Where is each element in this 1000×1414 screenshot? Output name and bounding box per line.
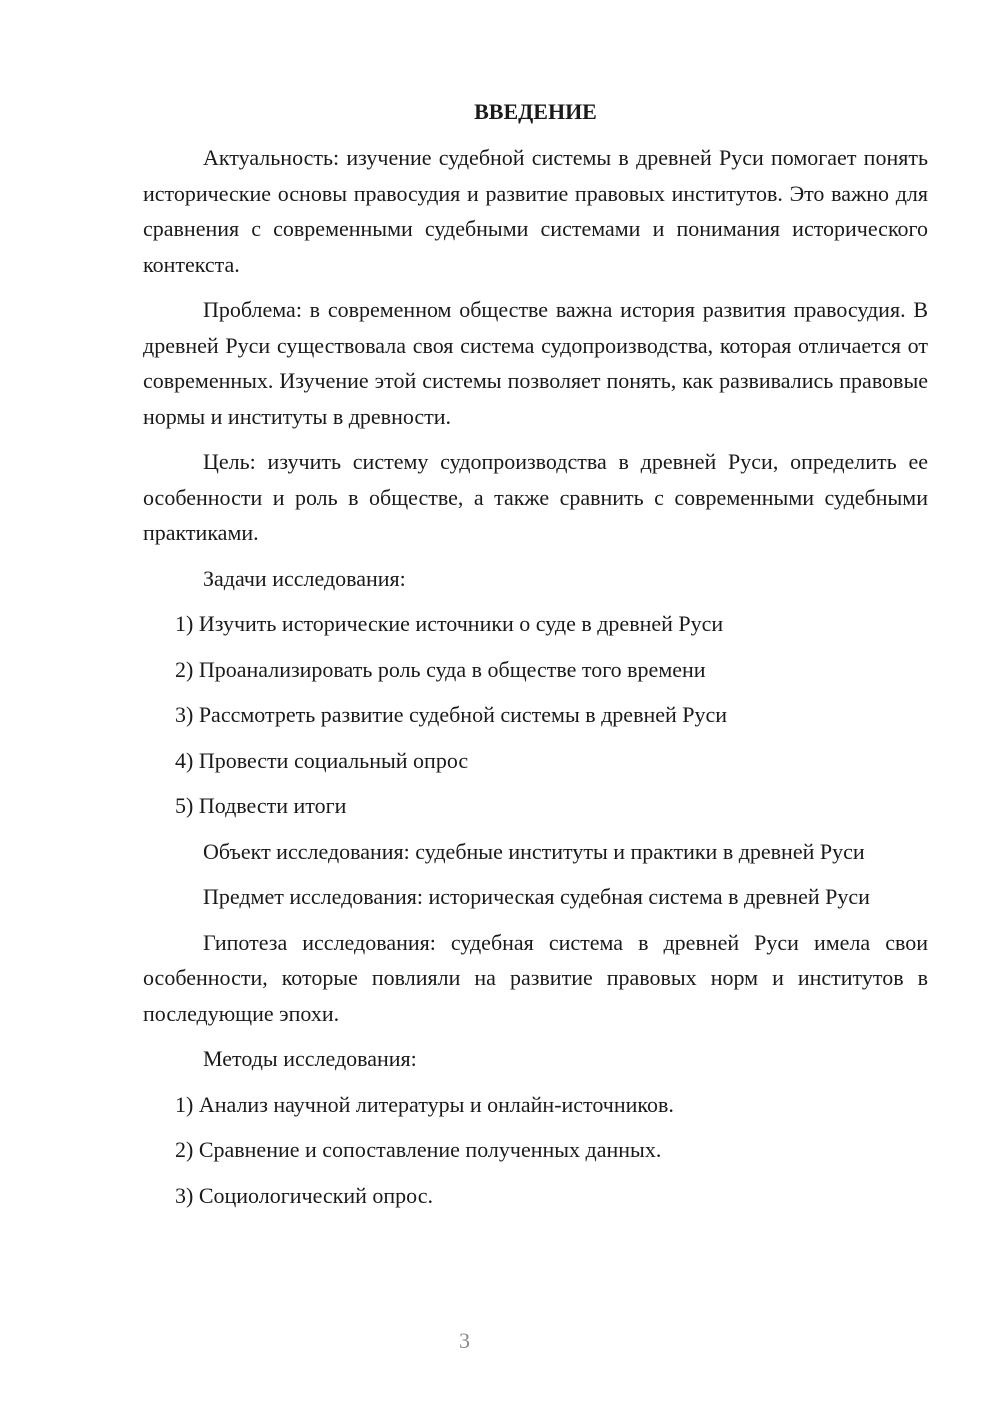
- methods-list: [143, 1087, 928, 1214]
- list-item: 3) Социологический опрос.: [175, 1182, 433, 1208]
- list-item: 4) Провести социальный опрос: [175, 747, 469, 773]
- list-item: 1) Изучить исторические источники о суде в древней Руси: [175, 611, 724, 636]
- page-number: 3: [459, 1328, 470, 1353]
- subject-paragraph: Предмет исследования: историческая судебная система в древней Руси: [203, 884, 870, 909]
- object-paragraph: Объект исследования: судебные институты и практики в древней Руси: [203, 838, 865, 864]
- tasks-label: Задачи исследования:: [203, 565, 406, 591]
- list-item: 2) Проанализировать роль суда в обществе того времени: [175, 656, 706, 682]
- goal-paragraph: Цель: изучить систему судопроизводства в древней Руси, определить ее особенности и роль в обществе, а также сравнить с современными судебными практиками.: [143, 449, 928, 545]
- methods-label: Методы исследования:: [203, 1046, 417, 1071]
- problem-paragraph: Проблема: в современном обществе важна история развития правосудия. В древней Руси существовала своя система судопроизводства, которая отличается от современных. Изучение этой системы позволяет понять, как развивались правовые нормы и институты в древности.: [143, 297, 928, 429]
- tasks-list: [143, 606, 928, 824]
- list-item: 3) Рассмотреть развитие судебной системы в древней Руси: [175, 702, 728, 727]
- page-content: [143, 94, 928, 1223]
- relevance-paragraph: Актуальность: изучение судебной системы в древней Руси помогает понять исторические основы правосудия и развитие правовых институтов. Это важно для сравнения с современными судебными системами и понимания исторического контекста.: [143, 145, 928, 277]
- list-item: 5) Подвести итоги: [175, 793, 347, 818]
- hypothesis-paragraph: Гипотеза исследования: судебная система в древней Руси имела свои особенности, которые повлияли на развитие правовых норм и институтов в последующие эпохи.: [143, 929, 928, 1026]
- list-item: 2) Сравнение и сопоставление полученных данных.: [175, 1137, 662, 1162]
- list-item: 1) Анализ научной литературы и онлайн-источников.: [175, 1091, 674, 1117]
- section-title: ВВЕДЕНИЕ: [474, 99, 597, 124]
